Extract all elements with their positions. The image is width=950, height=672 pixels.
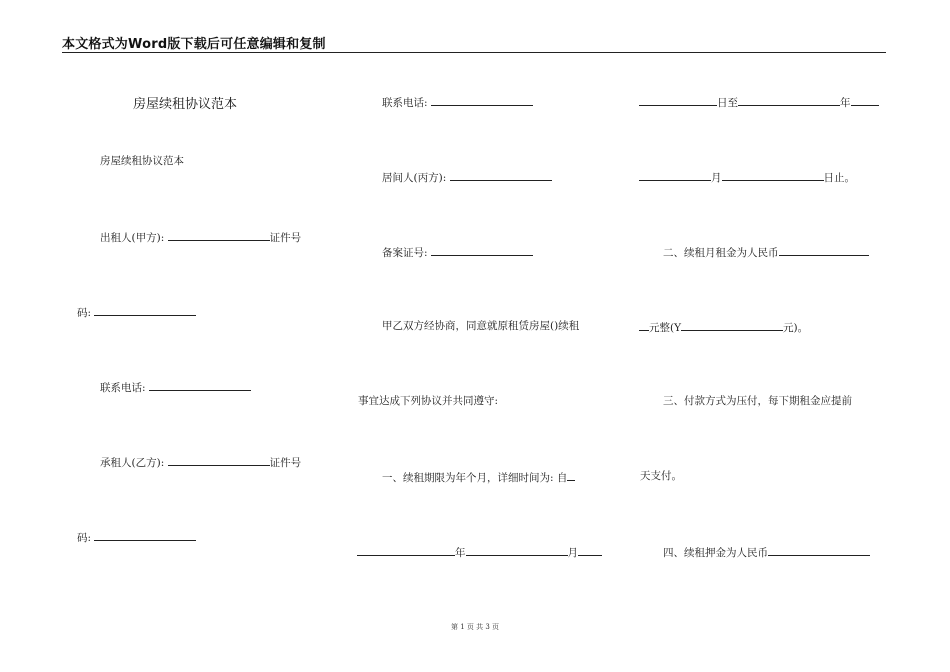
document-header-title: 本文格式为Word版下载后可任意编辑和复制 bbox=[62, 37, 326, 52]
clause1-line bbox=[382, 469, 575, 485]
phone-blank bbox=[149, 379, 251, 391]
record-label: 备案证号: bbox=[382, 247, 428, 259]
day-blank bbox=[639, 94, 717, 106]
id-label: 证件号 bbox=[269, 232, 302, 244]
yuan-close-label: 元)。 bbox=[783, 322, 809, 334]
id-line bbox=[77, 304, 196, 320]
rent-prefix-blank bbox=[639, 319, 649, 331]
lessor-line bbox=[100, 229, 301, 245]
lessor-blank bbox=[168, 229, 270, 241]
agent-label: 居间人(丙方): bbox=[382, 172, 447, 184]
term-end-line bbox=[639, 94, 879, 110]
clause3-line: 三、付款方式为压付，每下期租金应提前 bbox=[663, 395, 852, 407]
agent-line bbox=[382, 169, 552, 185]
page-number: 第 1 页 共 3 页 bbox=[450, 623, 500, 631]
clause2-line bbox=[663, 244, 869, 260]
phone-label: 联系电话: bbox=[100, 382, 146, 394]
id2-blank bbox=[94, 529, 196, 541]
rent-amount-line bbox=[639, 319, 808, 335]
month-label: 月 bbox=[567, 547, 578, 559]
clause4-text: 四、续租押金为人民币 bbox=[663, 547, 768, 559]
id2-line bbox=[77, 529, 196, 545]
clause3-cont: 天支付。 bbox=[640, 470, 682, 482]
term-line bbox=[357, 544, 602, 560]
agent-phone-line bbox=[382, 94, 533, 110]
day-to-label: 日至 bbox=[717, 97, 738, 109]
lessor-label: 出租人(甲方): bbox=[100, 232, 165, 244]
day-blank bbox=[578, 544, 602, 556]
paragraph-cont: 事宜达成下列协议并共同遵守: bbox=[358, 395, 499, 407]
id2-label-cont: 码: bbox=[77, 532, 92, 544]
lessee-label: 承租人(乙方): bbox=[100, 457, 165, 469]
yuan-full-label: 元整(Y bbox=[649, 322, 682, 334]
lessee-line bbox=[100, 454, 301, 470]
day-blank bbox=[722, 169, 824, 181]
month-blank bbox=[851, 94, 879, 106]
year-label: 年 bbox=[840, 97, 851, 109]
deposit-blank bbox=[768, 544, 870, 556]
term-end-line2 bbox=[639, 169, 855, 185]
subtitle: 房屋续租协议范本 bbox=[100, 155, 184, 167]
paragraph-line: 甲乙双方经协商，同意就原租赁房屋()续租 bbox=[382, 320, 580, 332]
year-label: 年 bbox=[455, 547, 466, 559]
id2-label: 证件号 bbox=[269, 457, 302, 469]
agent-blank bbox=[450, 169, 552, 181]
id-blank bbox=[94, 304, 196, 316]
rent-blank bbox=[779, 244, 869, 256]
rent-number-blank bbox=[681, 319, 783, 331]
clause1-text: 一、续租期限为年个月，详细时间为: 自 bbox=[382, 472, 568, 484]
clause4-line bbox=[663, 544, 870, 560]
header-divider bbox=[62, 52, 886, 53]
record-line bbox=[382, 244, 533, 260]
day-end-label: 日止。 bbox=[823, 172, 855, 184]
year-blank bbox=[357, 544, 455, 556]
month-label: 月 bbox=[711, 172, 722, 184]
id-label-cont: 码: bbox=[77, 307, 92, 319]
phone-label: 联系电话: bbox=[382, 97, 428, 109]
lessor-phone-line bbox=[100, 379, 251, 395]
lessee-blank bbox=[168, 454, 270, 466]
phone-blank bbox=[431, 94, 533, 106]
document-title: 房屋续租协议范本 bbox=[133, 97, 238, 112]
clause1-blank bbox=[567, 469, 575, 481]
month-blank bbox=[466, 544, 568, 556]
record-blank bbox=[431, 244, 533, 256]
month-prefix-blank bbox=[639, 169, 711, 181]
clause2-text: 二、续租月租金为人民币 bbox=[663, 247, 779, 259]
year-blank bbox=[738, 94, 840, 106]
